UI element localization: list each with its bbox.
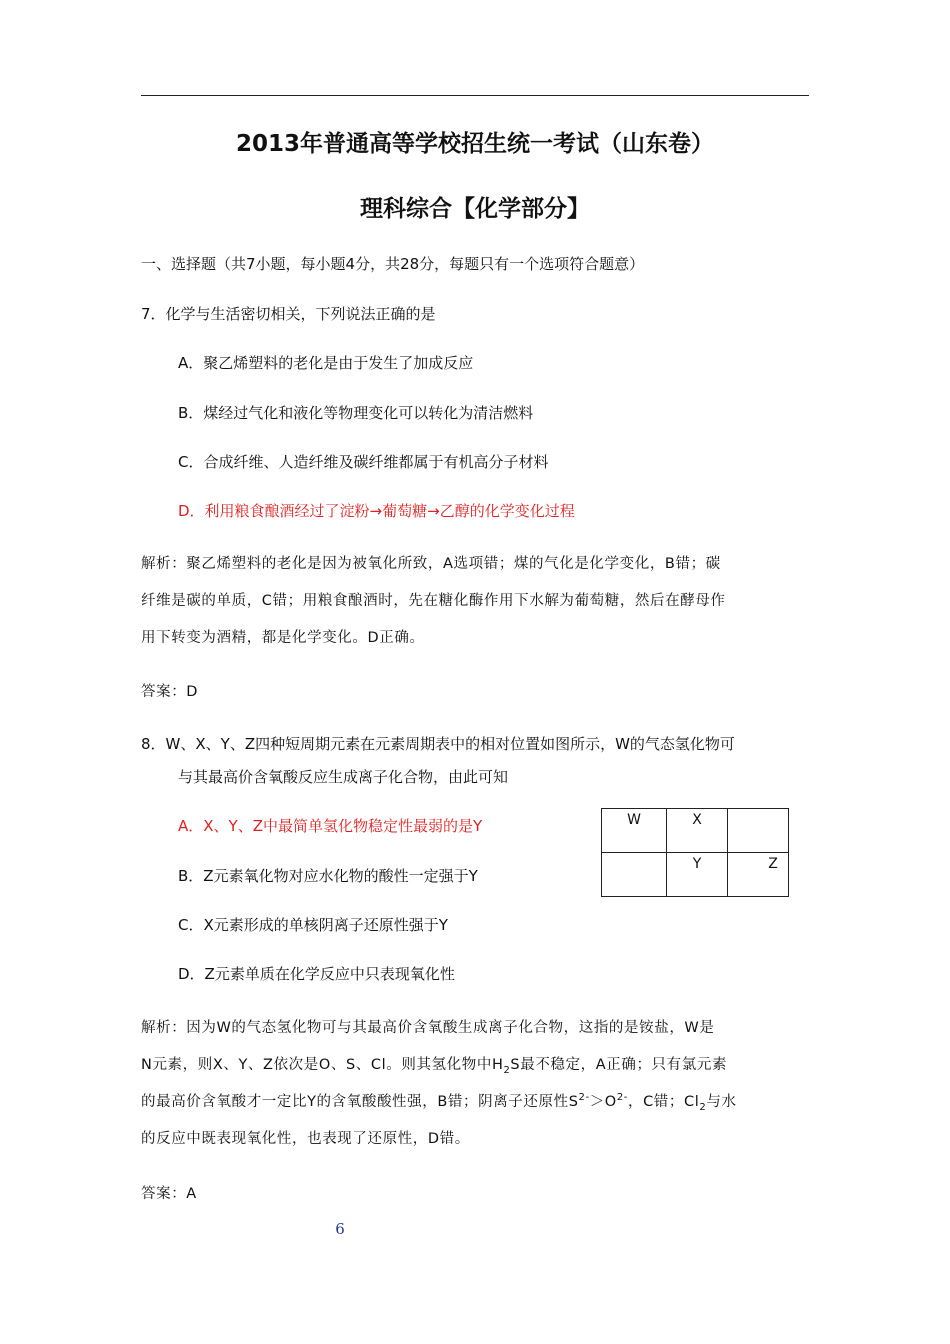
analysis-text: ，C错；Cl [627, 1094, 700, 1110]
cell-label-z: Z [768, 856, 778, 872]
table-cell [728, 853, 789, 897]
q8-option-d: D．Z元素单质在化学反应中只表现氧化性 [178, 965, 455, 983]
analysis-text: 与水 [706, 1094, 737, 1110]
subscript: 2 [699, 1101, 707, 1113]
q8-analysis-line2 [141, 1053, 727, 1076]
cell-label-y: Y [692, 856, 702, 872]
cell-label-x: X [692, 812, 702, 828]
analysis-text: ＞O [589, 1094, 617, 1110]
table-cell [602, 853, 667, 897]
table-cell [602, 809, 667, 853]
header-rule [141, 95, 809, 96]
exam-title: 2013年普通高等学校招生统一考试（山东卷） [235, 131, 714, 157]
q7-analysis-line: 用下转变为酒精，都是化学变化。D正确。 [141, 630, 425, 646]
analysis-text: S最不稳定，A正确；只有氯元素 [510, 1057, 728, 1073]
q7-analysis-line: 纤维是碳的单质，C错；用粮食酿酒时，先在糖化酶作用下水解为葡萄糖，然后在酵母作 [141, 593, 726, 609]
q7-stem: 7．化学与生活密切相关，下列说法正确的是 [141, 305, 436, 323]
q8-option-a-correct: A．X、Y、Z中最简单氢化物稳定性最弱的是Y [178, 817, 483, 835]
q8-option-c: C．X元素形成的单核阴离子还原性强于Y [178, 916, 448, 934]
subscript: 2 [503, 1064, 511, 1076]
q8-stem-line1: 8．W、X、Y、Z四种短周期元素在元素周期表中的相对位置如图所示，W的气态氢化物可 [141, 735, 735, 753]
q7-analysis-line: 解析：聚乙烯塑料的老化是因为被氧化所致，A选项错；煤的气化是化学变化，B错；碳 [141, 556, 721, 572]
table-cell [728, 809, 789, 853]
table-cell [667, 809, 728, 853]
section-heading: 一、选择题（共7小题，每小题4分，共28分，每题只有一个选项符合题意） [141, 255, 645, 273]
analysis-text: N元素，则X、Y、Z依次是O、S、Cl。则其氢化物中H [141, 1057, 504, 1073]
q7-option-a: A．聚乙烯塑料的老化是由于发生了加成反应 [178, 354, 474, 372]
q8-analysis-line3 [141, 1090, 737, 1113]
q7-option-c: C．合成纤维、人造纤维及碳纤维都属于有机高分子材料 [178, 453, 549, 471]
analysis-text: 的最高价含氧酸才一定比Y的含氧酸酸性强，B错；阴离子还原性S [141, 1094, 579, 1110]
superscript: 2- [616, 1092, 628, 1104]
table-cell [667, 853, 728, 897]
q8-option-b: B．Z元素氧化物对应水化物的酸性一定强于Y [178, 867, 478, 885]
q8-answer: 答案：A [141, 1186, 197, 1202]
q8-analysis-line1: 解析：因为W的气态氢化物可与其最高价含氧酸生成离子化合物，这指的是铵盐，W是 [141, 1020, 715, 1036]
periodic-table-fragment [601, 808, 789, 897]
exam-subtitle: 理科综合【化学部分】 [360, 196, 590, 222]
cell-label-w: W [627, 812, 641, 828]
q8-stem-line2: 与其最高价含氧酸反应生成离子化合物，由此可知 [178, 768, 509, 786]
q7-option-b: B．煤经过气化和液化等物理变化可以转化为清洁燃料 [178, 404, 534, 422]
q7-option-d-correct: D．利用粮食酿酒经过了淀粉→葡萄糖→乙醇的化学变化过程 [178, 502, 575, 520]
q7-answer: 答案：D [141, 684, 199, 700]
page-number: 6 [335, 1220, 345, 1238]
q8-analysis-line4: 的反应中既表现氧化性，也表现了还原性，D错。 [141, 1131, 470, 1147]
superscript: 2- [578, 1092, 590, 1104]
